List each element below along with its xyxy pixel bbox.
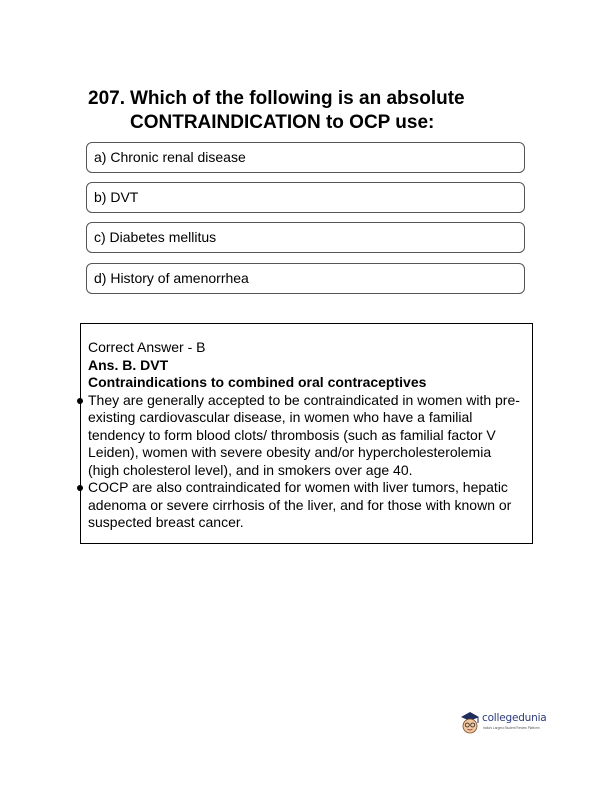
option-b[interactable]: b) DVT — [86, 182, 525, 213]
option-d[interactable]: d) History of amenorrhea — [86, 263, 525, 294]
bullet-icon — [77, 485, 83, 491]
option-a[interactable]: a) Chronic renal disease — [86, 142, 525, 173]
logo-tagline: India's Largest Student Review Platform — [483, 726, 540, 730]
option-c[interactable]: c) Diabetes mellitus — [86, 222, 525, 253]
bullet-text: They are generally accepted to be contraindicated in women with pre-existing cardiovascular disease, in women who have a familial tendency to form blood clots/ thrombosis (such as familial factor V Leiden), women with severe obesity and/or hypercholesterolemia (high cholesterol level), and in smokers over age 40. — [88, 391, 520, 478]
bullet-text: COCP are also contraindicated for women with liver tumors, hepatic adenoma or severe cirrhosis of the liver, and for those with known or suspected breast cancer. — [88, 479, 512, 530]
collegedunia-logo — [459, 708, 559, 736]
question-title — [88, 87, 548, 135]
answer-statement: Ans. B. DVT — [88, 356, 169, 373]
question-number: 207. — [88, 88, 125, 109]
mascot-icon — [459, 710, 481, 736]
explanation-bullet — [88, 479, 524, 532]
answer-explanation-box — [80, 323, 533, 544]
question-line-2: CONTRAINDICATION to OCP use: — [130, 112, 435, 133]
question-line-1: Which of the following is an absolute — [130, 88, 465, 109]
explanation-heading: Contraindications to combined oral contraceptives — [88, 374, 427, 390]
bullet-icon — [77, 398, 83, 404]
logo-brand-text: collegedunia — [482, 712, 547, 724]
explanation-bullet — [88, 392, 524, 480]
correct-answer-label: Correct Answer - B — [88, 339, 206, 355]
